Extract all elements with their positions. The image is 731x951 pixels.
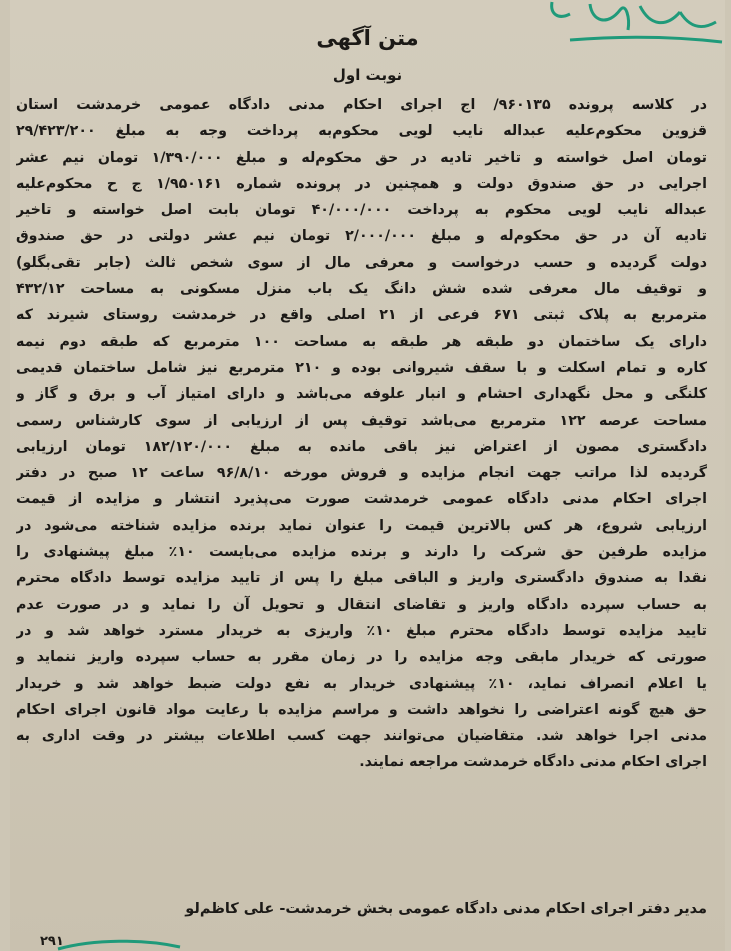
notice-line: تومان اصل خواسته و تاخیر تادیه در حق محکوم‌له و مبلغ ۱/۳۹۰/۰۰۰ تومان نیم عشر xyxy=(16,149,707,166)
notice-line: دادگستری مصون از اعتراض نیز باقی مانده به مبلغ ۱۸۲/۱۲۰/۰۰۰ تومان ارزیابی xyxy=(16,438,707,455)
notice-line: مدنی اجرا خواهد شد. متقاضیان می‌توانند جهت کسب اطلاعات بیشتر در وقت اداری به xyxy=(16,728,707,745)
notice-line: کلنگی و محل نگهداری احشام و انبار علوفه می‌باشد و دارای امتیاز آب و برق و گاز و xyxy=(16,386,707,403)
notice-line: به حساب سپرده دادگاه واریز و تقاضای انتقال و تحویل آن را نماید و در صورت عدم xyxy=(16,596,707,613)
notice-signature: مدیر دفتر اجرای احکام مدنی دادگاه عمومی بخش خرمدشت- علی کاظم‌لو xyxy=(185,901,707,917)
notice-line: کاره و تمام اسکلت و با سقف شیروانی بوده و ۲۱۰ مترمربع نیز شامل ساختمان قدیمی xyxy=(16,359,707,376)
notice-title: متن آگهی xyxy=(316,26,419,50)
notice-body xyxy=(16,92,707,776)
notice-line: قزوین محکوم‌علیه عبداله نایب لویی محکوم‌به پرداخت وجه به مبلغ ۲۹/۴۲۳/۲۰۰ xyxy=(16,123,707,140)
notice-line: ارزیابی شروع، هر کس بالاترین قیمت را عنوان نماید برنده مزایده شناخته می‌شود در xyxy=(16,517,707,534)
notice-line: اجرایی در حق صندوق دولت و همچنین در پرونده شماره ۱/۹۵۰۱۶۱ ج ح محکوم‌علیه xyxy=(16,175,707,192)
notice-line: و توقیف مال معرفی شده شش دانگ یک باب منزل مسکونی به مساحت ۴۳۲/۱۲ xyxy=(16,281,707,298)
notice-paper xyxy=(10,0,725,951)
notice-line: نقدا به صندوق دادگستری واریز و الباقی مبلغ را پس از تایید مزایده توسط دادگاه محترم xyxy=(16,570,707,587)
notice-line: دولت گردیده و حسب درخواست و معرفی مال از سوی شخص ثالث (جابر تقی‌بگلو) xyxy=(16,254,707,271)
notice-line: یا اعلام انصراف نماید، ۱۰٪ پیشنهادی خریدار به نفع دولت ضبط خواهد شد و خریدار xyxy=(16,675,707,692)
handwritten-underline-mark xyxy=(54,937,184,951)
notice-line: مساحت عرصه ۱۲۲ مترمربع می‌باشد توقیف پس از ارزیابی از سوی کارشناس رسمی xyxy=(16,412,707,429)
notice-line: عبداله نایب لویی محکوم به پرداخت ۴۰/۰۰۰/۰۰۰ تومان بابت اصل خواسته و تاخیر xyxy=(16,202,707,219)
notice-line: تادیه آن در حق محکوم‌له و مبلغ ۲/۰۰۰/۰۰۰ تومان نیم عشر دولتی در حق صندوق xyxy=(16,228,707,245)
page-number: ۲۹۱ xyxy=(40,934,64,949)
notice-line: در کلاسه پرونده ۹۶۰۱۳۵/ اج اجرای احکام مدنی دادگاه عمومی خرمدشت استان xyxy=(16,97,707,113)
notice-line: تایید مزایده توسط دادگاه محترم مبلغ ۱۰٪ واریزی به خریدار مسترد خواهد شد و در xyxy=(16,622,707,639)
notice-line: گردیده لذا مراتب جهت انجام مزایده و فروش مورخه ۹۶/۸/۱۰ ساعت ۱۲ صبح در دفتر xyxy=(16,465,707,482)
notice-line: مزایده طرفین حق شرکت را دارند و برنده مزایده می‌بایست ۱۰٪ مبلغ پیشنهادی را xyxy=(16,544,707,561)
notice-line: اجرای احکام مدنی دادگاه عمومی خرمدشت صورت می‌پذیرد انتشار و مزایده از قیمت xyxy=(16,491,707,508)
notice-line: مترمربع به پلاک ثبتی ۶۷۱ فرعی از ۲۱ اصلی واقع در خرمدشت روستای شیرند که xyxy=(16,307,707,324)
notice-line: اجرای احکام مدنی دادگاه خرمدشت مراجعه نمایند. xyxy=(359,754,707,771)
notice-line: صورتی که خریدار مابقی وجه مزایده را در زمان مقرر به حساب سپرده واریز ننماید و xyxy=(16,649,707,666)
notice-round-label: نوبت اول xyxy=(332,66,403,84)
notice-line: دارای یک ساختمان دو طبقه هر طبقه به مساحت ۱۰۰ مترمربع که طبقه دوم نیمه xyxy=(16,333,707,350)
notice-line: حق هیچ گونه اعتراضی را نخواهد داشت و مراسم مزایده با رعایت مواد قانون اجرای احکام xyxy=(16,701,707,718)
